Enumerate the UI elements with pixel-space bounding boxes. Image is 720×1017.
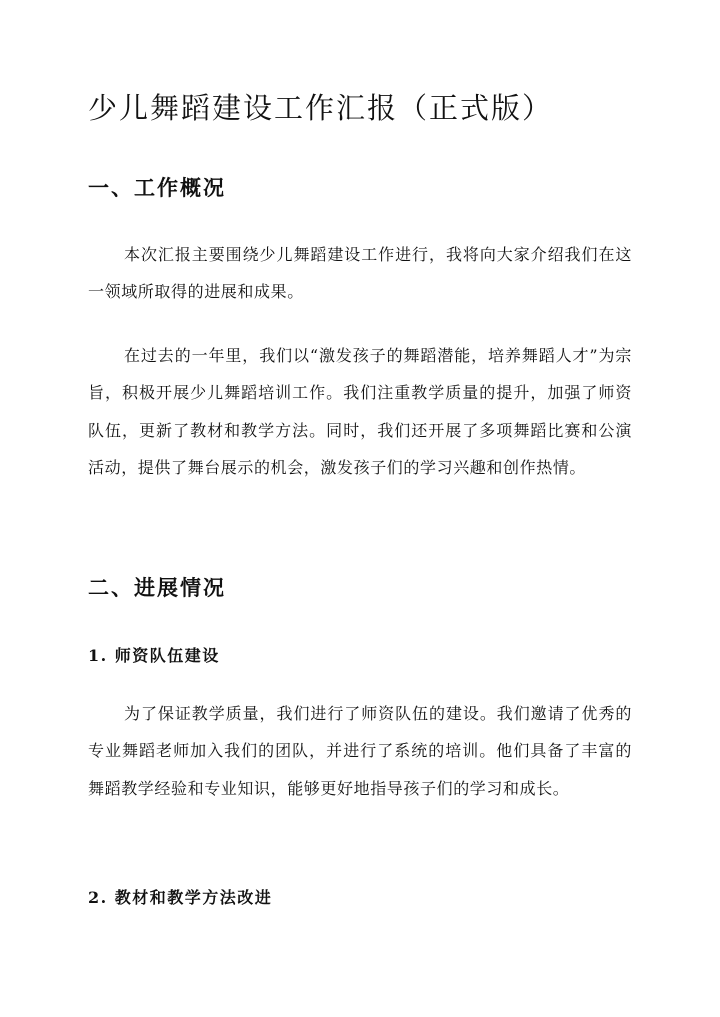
- section-heading-progress: 二、进展情况: [88, 575, 226, 600]
- overview-paragraph-1: 本次汇报主要围绕少儿舞蹈建设工作进行，我将向大家介绍我们在这一领域所取得的进展和成果。: [88, 245, 632, 302]
- teachers-paragraph: 为了保证教学质量，我们进行了师资队伍的建设。我们邀请了优秀的专业舞蹈老师加入我们的团队，并进行了系统的培训。他们具备了丰富的舞蹈教学经验和专业知识，能够更好地指导孩子们的学习和成长。: [88, 704, 632, 798]
- overview-paragraph-2: 在过去的一年里，我们以“激发孩子的舞蹈潜能，培养舞蹈人才”为宗旨，积极开展少儿舞蹈培训工作。我们注重教学质量的提升，加强了师资队伍，更新了教材和教学方法。同时，我们还开展了多项舞蹈比赛和公演活动，提供了舞台展示的机会，激发孩子们的学习兴趣和创作热情。: [88, 346, 632, 478]
- document-title: 少儿舞蹈建设工作汇报（正式版）: [88, 91, 554, 125]
- subsection-heading-materials: 2. 教材和教学方法改进: [88, 888, 273, 907]
- subsection-heading-teachers: 1. 师资队伍建设: [88, 646, 220, 665]
- section-heading-overview: 一、工作概况: [88, 175, 226, 200]
